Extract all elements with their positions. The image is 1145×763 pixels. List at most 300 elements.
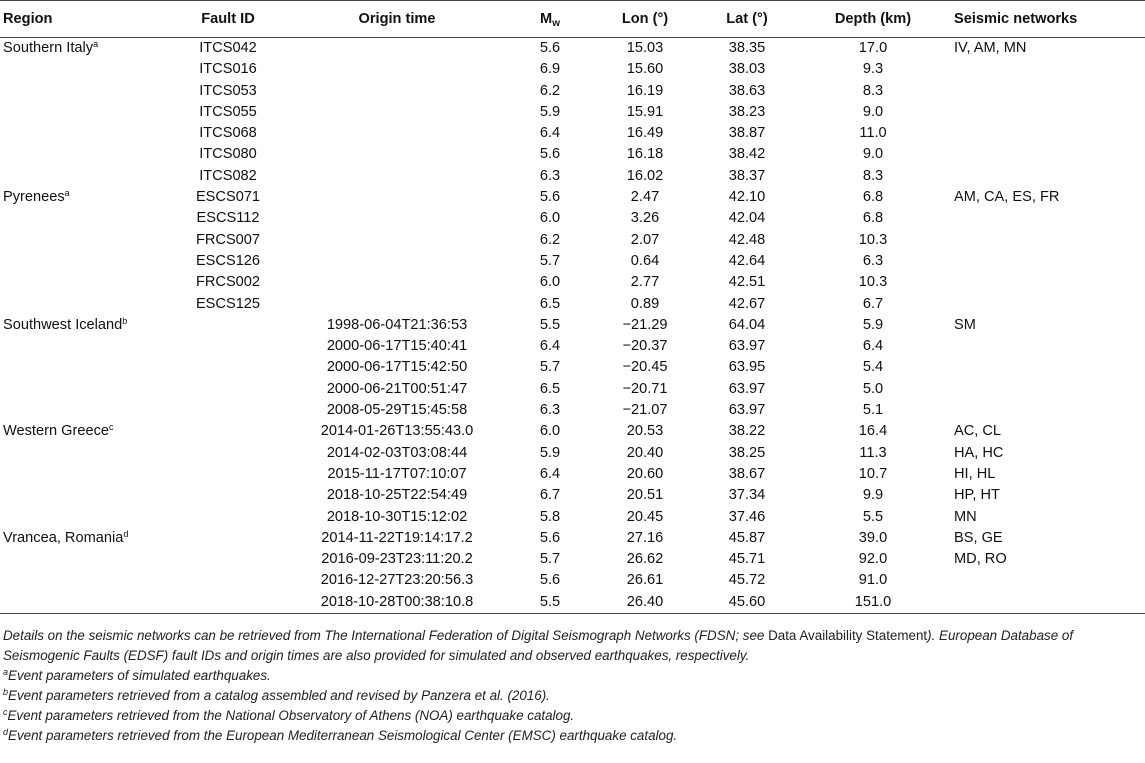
cell-depth bbox=[798, 208, 948, 229]
cell-lat bbox=[696, 336, 798, 357]
cell-fault-id-text: ITCS068 bbox=[199, 125, 257, 142]
cell-depth bbox=[798, 315, 948, 336]
cell-lon-text: 16.19 bbox=[626, 82, 664, 99]
cell-lon-text: 26.62 bbox=[626, 551, 664, 568]
cell-depth-text: 9.3 bbox=[862, 61, 884, 78]
cell-lon-text: 3.26 bbox=[630, 210, 660, 227]
cell-origin-time-text: 2018-10-28T00:38:10.8 bbox=[320, 593, 474, 610]
cell-origin-time-text: 2000-06-17T15:42:50 bbox=[326, 359, 468, 376]
cell-mw bbox=[506, 123, 594, 144]
cell-lon-text: 26.61 bbox=[626, 572, 664, 589]
cell-lon-text: 15.60 bbox=[626, 61, 664, 78]
cell-origin-time bbox=[288, 336, 506, 357]
cell-mw-text: 5.6 bbox=[539, 189, 561, 206]
cell-depth-text: 17.0 bbox=[858, 40, 888, 56]
cell-lon-text: −20.45 bbox=[622, 359, 668, 376]
cell-origin-time bbox=[288, 38, 506, 60]
cell-lon-text: 16.02 bbox=[626, 167, 664, 184]
cell-fault-id-text: FRCS002 bbox=[195, 274, 261, 291]
cell-origin-time bbox=[288, 485, 506, 506]
footnote-marker: a bbox=[64, 188, 70, 199]
cell-lon bbox=[594, 272, 696, 293]
cell-lon bbox=[594, 464, 696, 485]
cell-lat-text: 38.37 bbox=[728, 167, 766, 184]
cell-networks bbox=[948, 81, 1145, 102]
cell-lat-text: 42.51 bbox=[728, 274, 766, 291]
cell-origin-time-text: 2014-02-03T03:08:44 bbox=[326, 444, 468, 461]
cell-fault-id bbox=[168, 379, 288, 400]
cell-depth-text: 8.3 bbox=[862, 82, 884, 99]
cell-fault-id bbox=[168, 400, 288, 421]
cell-mw bbox=[506, 208, 594, 229]
cell-lon-text: 16.18 bbox=[626, 146, 664, 163]
cell-mw-text: 6.2 bbox=[539, 82, 561, 99]
cell-lon-text: 20.53 bbox=[626, 423, 664, 440]
cell-lat-text: 42.64 bbox=[728, 252, 766, 269]
cell-lon-text: −20.37 bbox=[622, 338, 668, 355]
cell-lon bbox=[594, 379, 696, 400]
cell-mw-text: 6.0 bbox=[539, 423, 561, 440]
cell-depth bbox=[798, 230, 948, 251]
cell-lat-text: 38.03 bbox=[728, 61, 766, 78]
cell-lat bbox=[696, 315, 798, 336]
cell-lat bbox=[696, 251, 798, 272]
cell-fault-id-text: ESCS126 bbox=[195, 252, 261, 269]
table-row bbox=[0, 400, 1145, 421]
cell-lat-text: 63.97 bbox=[728, 380, 766, 397]
cell-lon-text: 20.60 bbox=[626, 465, 664, 482]
cell-networks bbox=[948, 549, 1145, 570]
cell-fault-id-text: ITCS082 bbox=[199, 167, 257, 184]
cell-region bbox=[0, 549, 168, 570]
cell-mw bbox=[506, 59, 594, 80]
cell-depth bbox=[798, 421, 948, 442]
cell-fault-id bbox=[168, 507, 288, 528]
cell-mw bbox=[506, 166, 594, 187]
cell-mw bbox=[506, 421, 594, 442]
cell-lon bbox=[594, 421, 696, 442]
cell-lon-text: 0.89 bbox=[630, 295, 660, 312]
cell-lon bbox=[594, 357, 696, 378]
cell-mw-text: 6.5 bbox=[539, 295, 561, 312]
cell-region bbox=[0, 81, 168, 102]
cell-region bbox=[0, 251, 168, 272]
cell-region bbox=[0, 230, 168, 251]
cell-fault-id-text: ITCS042 bbox=[199, 40, 257, 56]
cell-lon bbox=[594, 81, 696, 102]
header-lon: Lon (°) bbox=[594, 1, 696, 38]
cell-origin-time bbox=[288, 315, 506, 336]
cell-region bbox=[0, 357, 168, 378]
cell-origin-time-text: 2018-10-30T15:12:02 bbox=[326, 508, 468, 525]
cell-region-text: Vrancea, Romania bbox=[3, 529, 124, 546]
cell-depth-text: 151.0 bbox=[854, 593, 892, 610]
cell-origin-time bbox=[288, 570, 506, 591]
cell-lat bbox=[696, 485, 798, 506]
cell-mw-text: 6.0 bbox=[539, 210, 561, 227]
cell-fault-id bbox=[168, 144, 288, 165]
cell-lon bbox=[594, 507, 696, 528]
cell-lat-text: 64.04 bbox=[728, 316, 766, 333]
table-row bbox=[0, 272, 1145, 293]
cell-depth bbox=[798, 464, 948, 485]
cell-lat bbox=[696, 272, 798, 293]
cell-mw bbox=[506, 549, 594, 570]
cell-networks bbox=[948, 315, 1145, 336]
cell-lat bbox=[696, 166, 798, 187]
table-row bbox=[0, 81, 1145, 102]
data-availability-link[interactable]: Data Availability Statement bbox=[768, 628, 928, 644]
cell-region bbox=[0, 528, 168, 549]
cell-networks bbox=[948, 208, 1145, 229]
cell-fault-id bbox=[168, 251, 288, 272]
cell-mw bbox=[506, 294, 594, 315]
cell-region bbox=[0, 166, 168, 187]
cell-depth bbox=[798, 81, 948, 102]
header-networks: Seismic networks bbox=[948, 1, 1145, 38]
cell-depth bbox=[798, 379, 948, 400]
cell-region bbox=[0, 464, 168, 485]
header-region: Region bbox=[0, 1, 168, 38]
cell-lon-text: −21.07 bbox=[622, 402, 668, 419]
table-row bbox=[0, 528, 1145, 549]
cell-lat bbox=[696, 102, 798, 123]
cell-region-text: Southern Italy bbox=[3, 40, 94, 56]
cell-fault-id bbox=[168, 528, 288, 549]
table-header bbox=[0, 1, 1145, 38]
cell-lat bbox=[696, 123, 798, 144]
table-row bbox=[0, 166, 1145, 187]
cell-lat-text: 63.97 bbox=[728, 338, 766, 355]
cell-depth-text: 5.1 bbox=[862, 402, 884, 419]
cell-mw-text: 5.6 bbox=[539, 572, 561, 589]
cell-region bbox=[0, 59, 168, 80]
cell-origin-time-text: 2014-11-22T19:14:17.2 bbox=[321, 529, 473, 546]
cell-networks-text: SM bbox=[954, 316, 976, 333]
cell-mw bbox=[506, 230, 594, 251]
cell-lon bbox=[594, 59, 696, 80]
cell-origin-time-text: 2008-05-29T15:45:58 bbox=[326, 402, 468, 419]
cell-networks bbox=[948, 507, 1145, 528]
cell-origin-time-text: 2000-06-17T15:40:41 bbox=[326, 338, 468, 355]
footnote-mark: c bbox=[3, 707, 8, 718]
cell-lon bbox=[594, 166, 696, 187]
cell-fault-id-text: ITCS053 bbox=[199, 82, 257, 99]
cell-origin-time bbox=[288, 357, 506, 378]
details-text-2: ). European Database of Seismogenic Faults (EDSF) fault IDs and origin times are also provided for simulated and observed earthquakes, respectively. bbox=[3, 628, 1074, 664]
cell-depth bbox=[798, 357, 948, 378]
cell-region bbox=[0, 507, 168, 528]
cell-origin-time bbox=[288, 123, 506, 144]
footnotes bbox=[3, 666, 1139, 746]
cell-region bbox=[0, 123, 168, 144]
cell-depth bbox=[798, 166, 948, 187]
cell-lon-text: 27.16 bbox=[626, 529, 664, 546]
cell-mw bbox=[506, 272, 594, 293]
table-row bbox=[0, 102, 1145, 123]
cell-mw-text: 5.6 bbox=[539, 40, 561, 56]
cell-fault-id bbox=[168, 166, 288, 187]
cell-fault-id-text: ITCS080 bbox=[199, 146, 257, 163]
cell-depth-text: 10.3 bbox=[858, 231, 888, 248]
cell-origin-time-text: 2015-11-17T07:10:07 bbox=[327, 465, 467, 482]
cell-networks bbox=[948, 379, 1145, 400]
cell-fault-id bbox=[168, 315, 288, 336]
footnote-text: Event parameters retrieved from the European Mediterranean Seismological Center (EMSC) earthquake catalog. bbox=[8, 728, 678, 744]
cell-lat bbox=[696, 357, 798, 378]
cell-mw-text: 5.7 bbox=[539, 252, 561, 269]
cell-lat bbox=[696, 507, 798, 528]
header-mw-sub: w bbox=[552, 18, 560, 29]
cell-lat-text: 45.71 bbox=[728, 551, 766, 568]
footnote-mark: a bbox=[3, 667, 9, 678]
cell-networks bbox=[948, 123, 1145, 144]
cell-origin-time bbox=[288, 208, 506, 229]
cell-lon bbox=[594, 570, 696, 591]
cell-lat bbox=[696, 38, 798, 60]
cell-mw-text: 5.7 bbox=[539, 551, 561, 568]
cell-depth-text: 11.3 bbox=[859, 444, 887, 461]
table-row bbox=[0, 230, 1145, 251]
cell-lat bbox=[696, 528, 798, 549]
cell-networks bbox=[948, 357, 1145, 378]
cell-origin-time bbox=[288, 59, 506, 80]
cell-depth bbox=[798, 144, 948, 165]
cell-mw-text: 6.7 bbox=[539, 487, 561, 504]
cell-lon bbox=[594, 400, 696, 421]
cell-mw-text: 6.2 bbox=[539, 231, 561, 248]
cell-lat bbox=[696, 230, 798, 251]
table-row bbox=[0, 507, 1145, 528]
cell-mw-text: 6.4 bbox=[539, 338, 561, 355]
cell-mw-text: 5.5 bbox=[539, 316, 561, 333]
table-row bbox=[0, 251, 1145, 272]
cell-fault-id-text: FRCS007 bbox=[195, 231, 261, 248]
footnote-a bbox=[3, 666, 1139, 686]
cell-lat-text: 38.67 bbox=[728, 465, 766, 482]
cell-lat bbox=[696, 464, 798, 485]
cell-depth bbox=[798, 272, 948, 293]
cell-mw-text: 5.8 bbox=[539, 508, 561, 525]
cell-depth bbox=[798, 336, 948, 357]
cell-region bbox=[0, 315, 168, 336]
cell-mw bbox=[506, 81, 594, 102]
cell-depth-text: 92.0 bbox=[858, 551, 888, 568]
cell-networks-text: MN bbox=[954, 508, 977, 525]
cell-origin-time bbox=[288, 528, 506, 549]
cell-mw-text: 6.3 bbox=[539, 167, 561, 184]
cell-mw bbox=[506, 336, 594, 357]
table-row bbox=[0, 144, 1145, 165]
cell-networks-text: AM, CA, ES, FR bbox=[954, 189, 1060, 206]
cell-depth bbox=[798, 485, 948, 506]
cell-lon-text: 15.03 bbox=[626, 40, 664, 56]
cell-region bbox=[0, 570, 168, 591]
cell-fault-id bbox=[168, 272, 288, 293]
table-row bbox=[0, 357, 1145, 378]
cell-origin-time bbox=[288, 187, 506, 208]
cell-mw-text: 5.6 bbox=[539, 529, 561, 546]
cell-lon bbox=[594, 485, 696, 506]
cell-mw bbox=[506, 485, 594, 506]
cell-lat-text: 38.42 bbox=[728, 146, 766, 163]
cell-origin-time bbox=[288, 251, 506, 272]
cell-mw bbox=[506, 357, 594, 378]
cell-mw bbox=[506, 443, 594, 464]
cell-origin-time bbox=[288, 230, 506, 251]
header-origin-time: Origin time bbox=[288, 1, 506, 38]
cell-depth bbox=[798, 251, 948, 272]
cell-mw bbox=[506, 187, 594, 208]
cell-fault-id-text: ESCS071 bbox=[195, 189, 261, 206]
cell-depth bbox=[798, 187, 948, 208]
cell-lat bbox=[696, 379, 798, 400]
table-row bbox=[0, 208, 1145, 229]
cell-depth-text: 91.0 bbox=[858, 572, 888, 589]
cell-region bbox=[0, 208, 168, 229]
cell-lat-text: 38.25 bbox=[728, 444, 766, 461]
cell-mw-text: 5.7 bbox=[539, 359, 561, 376]
cell-lat-text: 38.22 bbox=[728, 423, 766, 440]
footnote-mark: d bbox=[3, 727, 9, 738]
cell-networks-text: MD, RO bbox=[954, 551, 1007, 568]
cell-depth-text: 10.3 bbox=[858, 274, 888, 291]
cell-origin-time bbox=[288, 400, 506, 421]
cell-lat bbox=[696, 144, 798, 165]
cell-lon bbox=[594, 336, 696, 357]
cell-fault-id bbox=[168, 443, 288, 464]
cell-depth-text: 10.7 bbox=[858, 465, 888, 482]
cell-fault-id bbox=[168, 485, 288, 506]
cell-fault-id bbox=[168, 59, 288, 80]
footnote-marker: c bbox=[108, 422, 114, 433]
cell-region bbox=[0, 443, 168, 464]
cell-lon bbox=[594, 38, 696, 60]
cell-origin-time bbox=[288, 507, 506, 528]
cell-networks bbox=[948, 464, 1145, 485]
table-row bbox=[0, 443, 1145, 464]
cell-lat bbox=[696, 294, 798, 315]
cell-fault-id bbox=[168, 464, 288, 485]
cell-lon-text: 2.07 bbox=[630, 231, 660, 248]
cell-lat bbox=[696, 443, 798, 464]
cell-region bbox=[0, 272, 168, 293]
cell-origin-time bbox=[288, 549, 506, 570]
cell-mw-text: 6.0 bbox=[539, 274, 561, 291]
cell-origin-time bbox=[288, 294, 506, 315]
cell-lon-text: 2.47 bbox=[630, 189, 660, 206]
cell-fault-id bbox=[168, 123, 288, 144]
cell-depth bbox=[798, 294, 948, 315]
footnote-text: Event parameters retrieved from a catalog assembled and revised by Panzera et al. (2016). bbox=[8, 688, 550, 704]
table-row bbox=[0, 464, 1145, 485]
cell-region-text: Western Greece bbox=[3, 423, 109, 440]
cell-fault-id bbox=[168, 102, 288, 123]
cell-origin-time-text: 2000-06-21T00:51:47 bbox=[326, 380, 468, 397]
cell-networks bbox=[948, 251, 1145, 272]
cell-region-text: Pyrenees bbox=[3, 189, 65, 206]
cell-lat-text: 38.63 bbox=[728, 82, 766, 99]
details-note bbox=[3, 626, 1139, 666]
cell-depth-text: 9.0 bbox=[862, 103, 884, 120]
cell-region bbox=[0, 38, 168, 60]
cell-lon-text: 16.49 bbox=[626, 125, 664, 142]
cell-region bbox=[0, 102, 168, 123]
cell-mw bbox=[506, 592, 594, 614]
cell-networks bbox=[948, 485, 1145, 506]
header-row bbox=[0, 1, 1145, 38]
cell-lat-text: 63.97 bbox=[728, 402, 766, 419]
cell-lon bbox=[594, 315, 696, 336]
cell-lon-text: 15.91 bbox=[626, 103, 664, 120]
cell-fault-id bbox=[168, 208, 288, 229]
cell-depth-text: 16.4 bbox=[858, 423, 888, 440]
cell-depth bbox=[798, 123, 948, 144]
cell-fault-id bbox=[168, 187, 288, 208]
cell-depth-text: 5.0 bbox=[862, 380, 884, 397]
cell-mw bbox=[506, 464, 594, 485]
cell-origin-time bbox=[288, 166, 506, 187]
cell-lon bbox=[594, 549, 696, 570]
cell-depth bbox=[798, 443, 948, 464]
table-row bbox=[0, 315, 1145, 336]
cell-mw bbox=[506, 400, 594, 421]
table-row bbox=[0, 294, 1145, 315]
cell-origin-time-text: 2018-10-25T22:54:49 bbox=[326, 487, 468, 504]
cell-region bbox=[0, 187, 168, 208]
table-row bbox=[0, 485, 1145, 506]
cell-networks bbox=[948, 336, 1145, 357]
header-fault-id: Fault ID bbox=[168, 1, 288, 38]
cell-lat-text: 42.67 bbox=[728, 295, 766, 312]
cell-networks bbox=[948, 102, 1145, 123]
cell-lon-text: −20.71 bbox=[622, 380, 668, 397]
cell-region-text: Southwest Iceland bbox=[3, 316, 123, 333]
cell-region bbox=[0, 592, 168, 614]
cell-lat bbox=[696, 59, 798, 80]
cell-lat-text: 38.87 bbox=[728, 125, 766, 142]
cell-lon bbox=[594, 592, 696, 614]
cell-depth-text: 11.0 bbox=[859, 125, 887, 142]
cell-lat bbox=[696, 549, 798, 570]
cell-depth-text: 6.8 bbox=[862, 189, 884, 206]
cell-networks-text: BS, GE bbox=[954, 529, 1003, 546]
footnote-marker: d bbox=[123, 528, 129, 539]
cell-depth-text: 6.4 bbox=[862, 338, 884, 355]
cell-networks-text: HI, HL bbox=[954, 465, 996, 482]
cell-origin-time bbox=[288, 144, 506, 165]
cell-fault-id bbox=[168, 230, 288, 251]
cell-origin-time bbox=[288, 272, 506, 293]
cell-lat-text: 45.60 bbox=[728, 593, 766, 610]
cell-networks bbox=[948, 294, 1145, 315]
cell-mw-text: 6.5 bbox=[539, 380, 561, 397]
table-row bbox=[0, 592, 1145, 614]
cell-lat bbox=[696, 570, 798, 591]
cell-networks bbox=[948, 59, 1145, 80]
footnote-c bbox=[3, 706, 1139, 726]
cell-fault-id bbox=[168, 421, 288, 442]
cell-lon-text: 20.45 bbox=[626, 508, 664, 525]
cell-depth-text: 5.4 bbox=[862, 359, 884, 376]
cell-networks bbox=[948, 592, 1145, 614]
cell-origin-time-text: 2016-09-23T23:11:20.2 bbox=[321, 551, 473, 568]
cell-fault-id-text: ITCS016 bbox=[199, 61, 257, 78]
cell-origin-time-text: 1998-06-04T21:36:53 bbox=[326, 316, 468, 333]
cell-lat-text: 42.48 bbox=[728, 231, 766, 248]
cell-fault-id bbox=[168, 38, 288, 60]
cell-mw bbox=[506, 144, 594, 165]
